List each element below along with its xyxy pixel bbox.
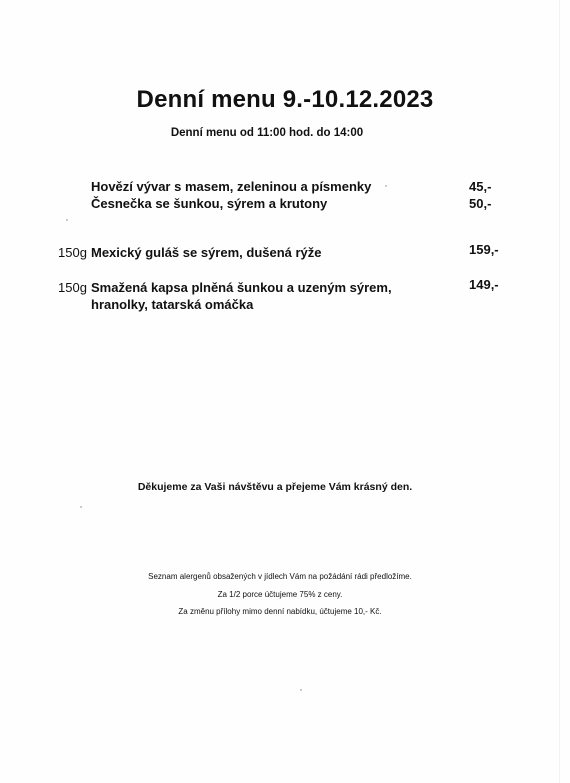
side-change-note: Za změnu přílohy mimo denní nabídku, účtujeme 10,- Kč.	[178, 607, 382, 616]
serving-hours: Denní menu od 11:00 hod. do 14:00	[170, 127, 364, 139]
menu-item-weight: 150g	[58, 245, 87, 260]
half-portion-note: Za 1/2 porce účtujeme 75% z ceny.	[217, 590, 343, 599]
scan-edge	[559, 0, 560, 783]
menu-item-name: Smažená kapsa plněná šunkou a uzeným sýrem,	[91, 280, 392, 295]
menu-item-price: 159,-	[469, 242, 499, 257]
scan-speck	[66, 219, 68, 221]
scan-speck	[80, 506, 82, 508]
scan-speck	[300, 689, 302, 691]
menu-item-name: Hovězí vývar s masem, zeleninou a písmenky	[91, 179, 372, 194]
menu-item-weight: 150g	[58, 280, 87, 295]
menu-item-price: 50,-	[469, 196, 492, 211]
menu-item-name: Mexický guláš se sýrem, dušená rýže	[91, 245, 322, 260]
menu-item-name-line2: hranolky, tatarská omáčka	[91, 297, 254, 312]
allergen-note: Seznam alergenů obsažených v jídlech Vám na požádání rádi předložíme.	[148, 572, 412, 581]
menu-item-name: Česnečka se šunkou, sýrem a krutony	[91, 196, 328, 211]
menu-item-price: 45,-	[469, 179, 492, 194]
thank-you-message: Děkujeme za Vaši návštěvu a přejeme Vám krásný den.	[137, 481, 413, 493]
menu-item-price: 149,-	[469, 277, 499, 292]
scan-speck	[385, 185, 387, 187]
page-title: Denní menu 9.-10.12.2023	[136, 86, 434, 113]
